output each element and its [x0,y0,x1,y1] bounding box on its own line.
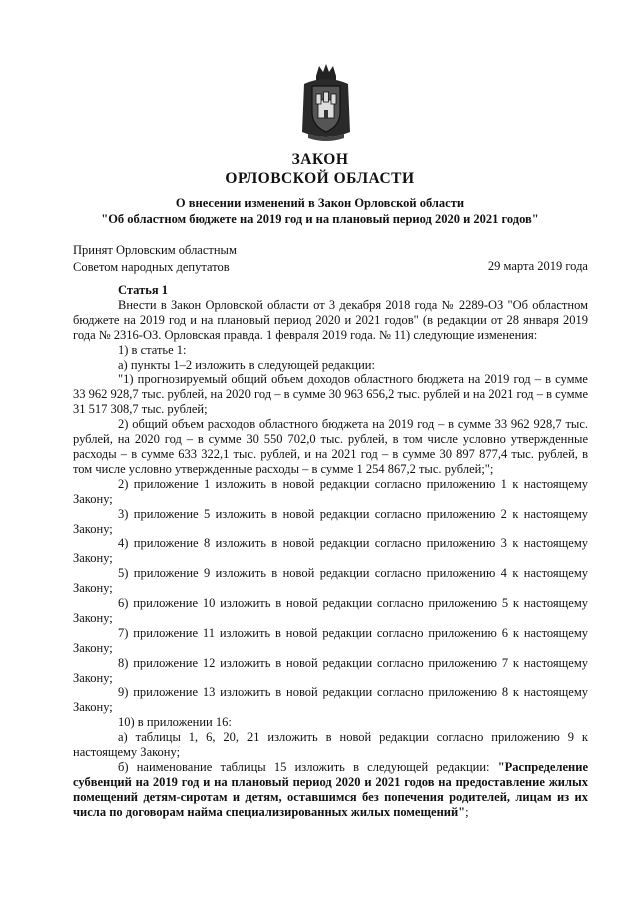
paragraph: 8) приложение 12 изложить в новой редакции согласно приложению 7 к настоящему Закону; [73,655,588,685]
adoption-info [73,242,237,276]
paragraph: 9) приложение 13 изложить в новой редакции согласно приложению 8 к настоящему Закону; [73,685,588,715]
paragraph: 3) приложение 5 изложить в новой редакции согласно приложению 2 к настоящему Закону; [73,506,588,536]
paragraph-intro: Внести в Закон Орловской области от 3 декабря 2018 года № 2289-ОЗ "Об областном бюджете на 2019 год и на плановый период 2020 и 2021 годов" (в редакции от 28 января 2019 года № 2316-ОЗ. Орловская правда. 1 февраля 2019 года. № 11) следующие изменения: [73,297,588,342]
adoption-date: 29 марта 2019 года [487,259,588,273]
paragraph-last-end: ; [465,804,469,819]
paragraph: а) таблицы 1, 6, 20, 21 изложить в новой редакции согласно приложению 9 к настоящему Закону; [73,730,588,760]
coat-of-arms-icon [300,62,352,142]
table-15-new-title: "Распределение субвенций на 2019 год и на плановый период 2020 и 2021 годов на предоставление жилых помещений детям-сиротам и детям, оставшимся без попечения родителей, лицам из их числа по договорам найма специализированных жилых помещений" [73,760,588,819]
paragraph: 5) приложение 9 изложить в новой редакции согласно приложению 4 к настоящему Закону; [73,566,588,596]
law-subtitle-line1: О внесении изменений в Закон Орловской области [175,196,465,210]
adoption-line1: Принят Орловским областным [73,243,237,257]
paragraph: 6) приложение 10 изложить в новой редакции согласно приложению 5 к настоящему Закону; [73,596,588,625]
paragraph: 10) в приложении 16: [118,715,232,730]
article-body [73,283,588,820]
paragraph: а) пункты 1–2 изложить в следующей редакции: [118,357,375,372]
paragraph: 1) в статье 1: [118,342,187,357]
paragraph-last-start: б) наименование таблицы 15 изложить в следующей редакции: [118,760,498,774]
paragraph: 7) приложение 11 изложить в новой редакции согласно приложению 6 к настоящему Закону; [73,625,588,655]
law-title-line2: ОРЛОВСКОЙ ОБЛАСТИ [225,170,415,187]
paragraph: 2) общий объем расходов областного бюджета на 2019 год – в сумме 33 962 928,7 тыс. рублей, на 2020 год – в сумме 30 550 702,0 тыс. рублей, в том числе условно утвержденные расходы – в сумме 633 322,1 тыс. рублей, и на 2021 год – в сумме 30 897 877,4 тыс. рублей, в том числе условно утвержденные расходы – в сумме 1 254 867,2 тыс. рублей;"; [73,417,588,476]
paragraph: "1) прогнозируемый общий объем доходов областного бюджета на 2019 год – в сумме 33 962 928,7 тыс. рублей, на 2020 год – в сумме 30 963 656,2 тыс. рублей и на 2021 год – в сумме 31 517 308,7 тыс. рублей; [73,372,588,417]
paragraph-last [73,760,588,820]
paragraph: 2) приложение 1 изложить в новой редакции согласно приложению 1 к настоящему Закону; [73,476,588,506]
paragraph: 4) приложение 8 изложить в новой редакции согласно приложению 3 к настоящему Закону; [73,536,588,566]
article-heading: Статья 1 [118,283,168,297]
adoption-line2: Советом народных депутатов [73,260,230,274]
law-subtitle-line2: "Об областном бюджете на 2019 год и на плановый период 2020 и 2021 годов" [101,212,539,226]
law-title-line1: ЗАКОН [291,151,349,168]
